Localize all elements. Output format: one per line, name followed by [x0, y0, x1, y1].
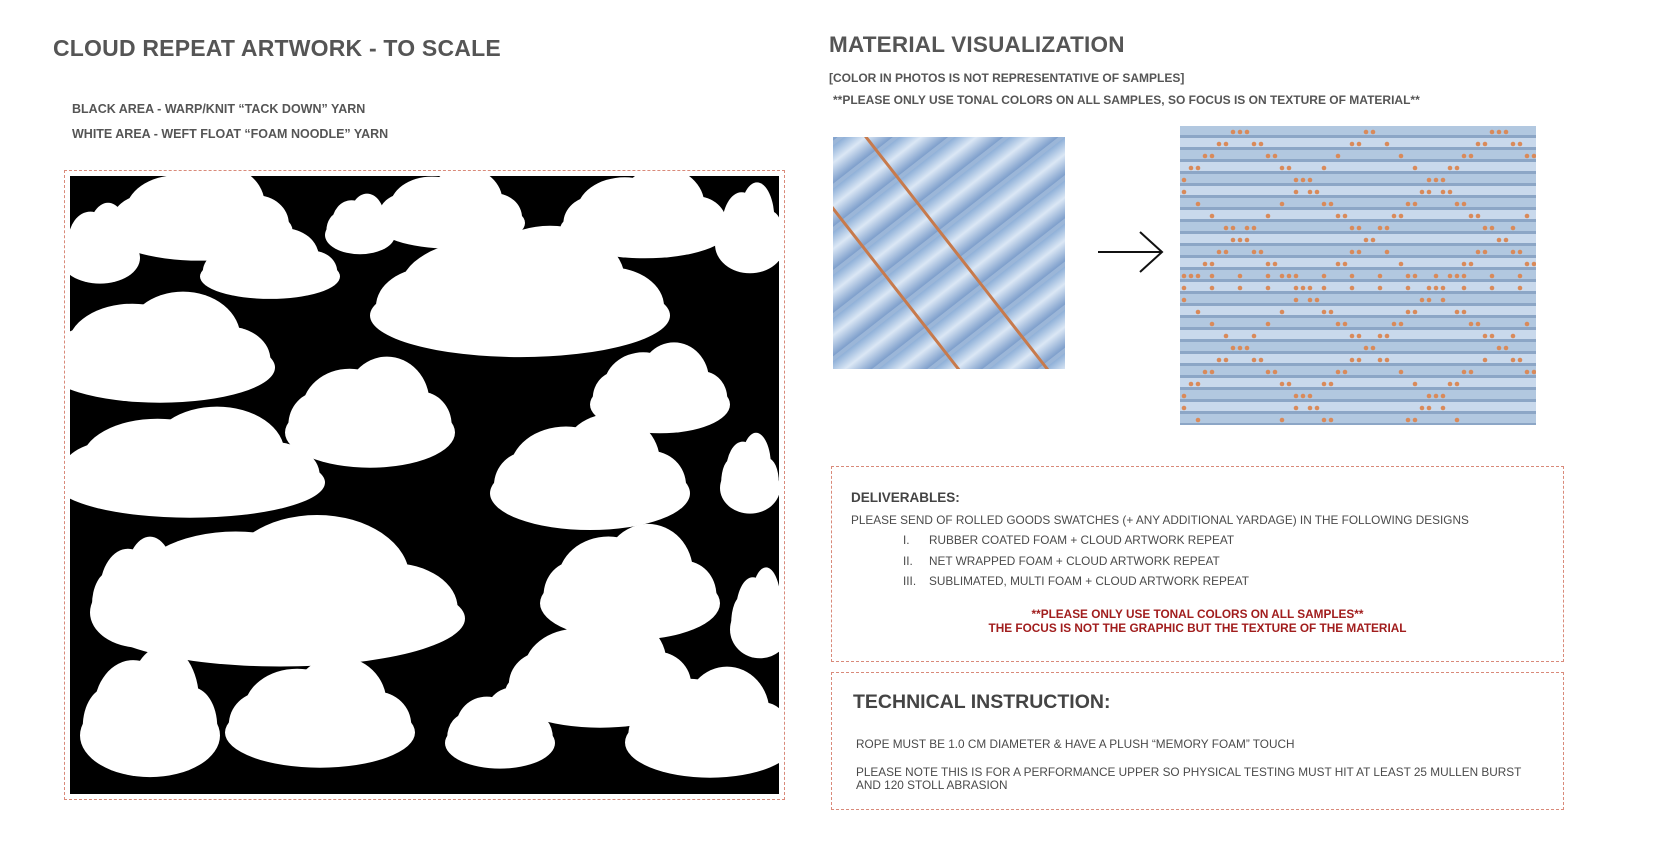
testing-spec-line2: AND 120 STOLL ABRASION	[856, 778, 1008, 792]
item-number: II.	[903, 554, 913, 568]
item-number: I.	[903, 533, 910, 547]
testing-spec-line1: PLEASE NOTE THIS IS FOR A PERFORMANCE UPPER SO PHYSICAL TESTING MUST HIT AT LEAST 25 MULLEN BURST	[856, 765, 1522, 779]
artwork-title: CLOUD REPEAT ARTWORK - TO SCALE	[53, 35, 501, 61]
item-text: RUBBER COATED FOAM + CLOUD ARTWORK REPEAT	[929, 533, 1235, 547]
deliverable-item	[903, 574, 1249, 588]
deliverable-item	[903, 554, 1220, 568]
tonal-colors-note: **PLEASE ONLY USE TONAL COLORS ON ALL SAMPLES, SO FOCUS IS ON TEXTURE OF MATERIAL**	[833, 93, 1420, 107]
texture-focus-warning: THE FOCUS IS NOT THE GRAPHIC BUT THE TEXTURE OF THE MATERIAL	[988, 621, 1407, 635]
tonal-warning: **PLEASE ONLY USE TONAL COLORS ON ALL SAMPLES**	[1031, 607, 1364, 621]
foam-noodle-closeup-icon	[833, 137, 1065, 369]
knit-visualization-image	[1180, 126, 1536, 425]
cloud-pattern-icon	[70, 176, 779, 794]
deliverables-intro: PLEASE SEND OF ROLLED GOODS SWATCHES (+ ANY ADDITIONAL YARDAGE) IN THE FOLLOWING DESIGNS	[851, 513, 1469, 527]
transform-arrow-icon	[1096, 228, 1166, 276]
legend-black-area: BLACK AREA - WARP/KNIT “TACK DOWN” YARN	[72, 102, 366, 116]
item-text: SUBLIMATED, MULTI FOAM + CLOUD ARTWORK REPEAT	[929, 574, 1249, 588]
item-text: NET WRAPPED FOAM + CLOUD ARTWORK REPEAT	[929, 554, 1220, 568]
visualization-title: MATERIAL VISUALIZATION	[829, 32, 1125, 57]
color-disclaimer: [COLOR IN PHOTOS IS NOT REPRESENTATIVE OF SAMPLES]	[829, 71, 1185, 85]
legend-white-area: WHITE AREA - WEFT FLOAT “FOAM NOODLE” YARN	[72, 127, 389, 141]
cloud-artwork-image	[70, 176, 779, 794]
item-number: III.	[903, 574, 917, 588]
deliverables-heading: DELIVERABLES:	[851, 490, 960, 505]
foam-rope-photo	[833, 137, 1065, 369]
technical-heading: TECHNICAL INSTRUCTION:	[853, 691, 1111, 713]
rope-spec: ROPE MUST BE 1.0 CM DIAMETER & HAVE A PLUSH “MEMORY FOAM” TOUCH	[856, 737, 1295, 751]
deliverable-item	[903, 533, 1234, 547]
knit-texture-icon	[1180, 126, 1536, 425]
